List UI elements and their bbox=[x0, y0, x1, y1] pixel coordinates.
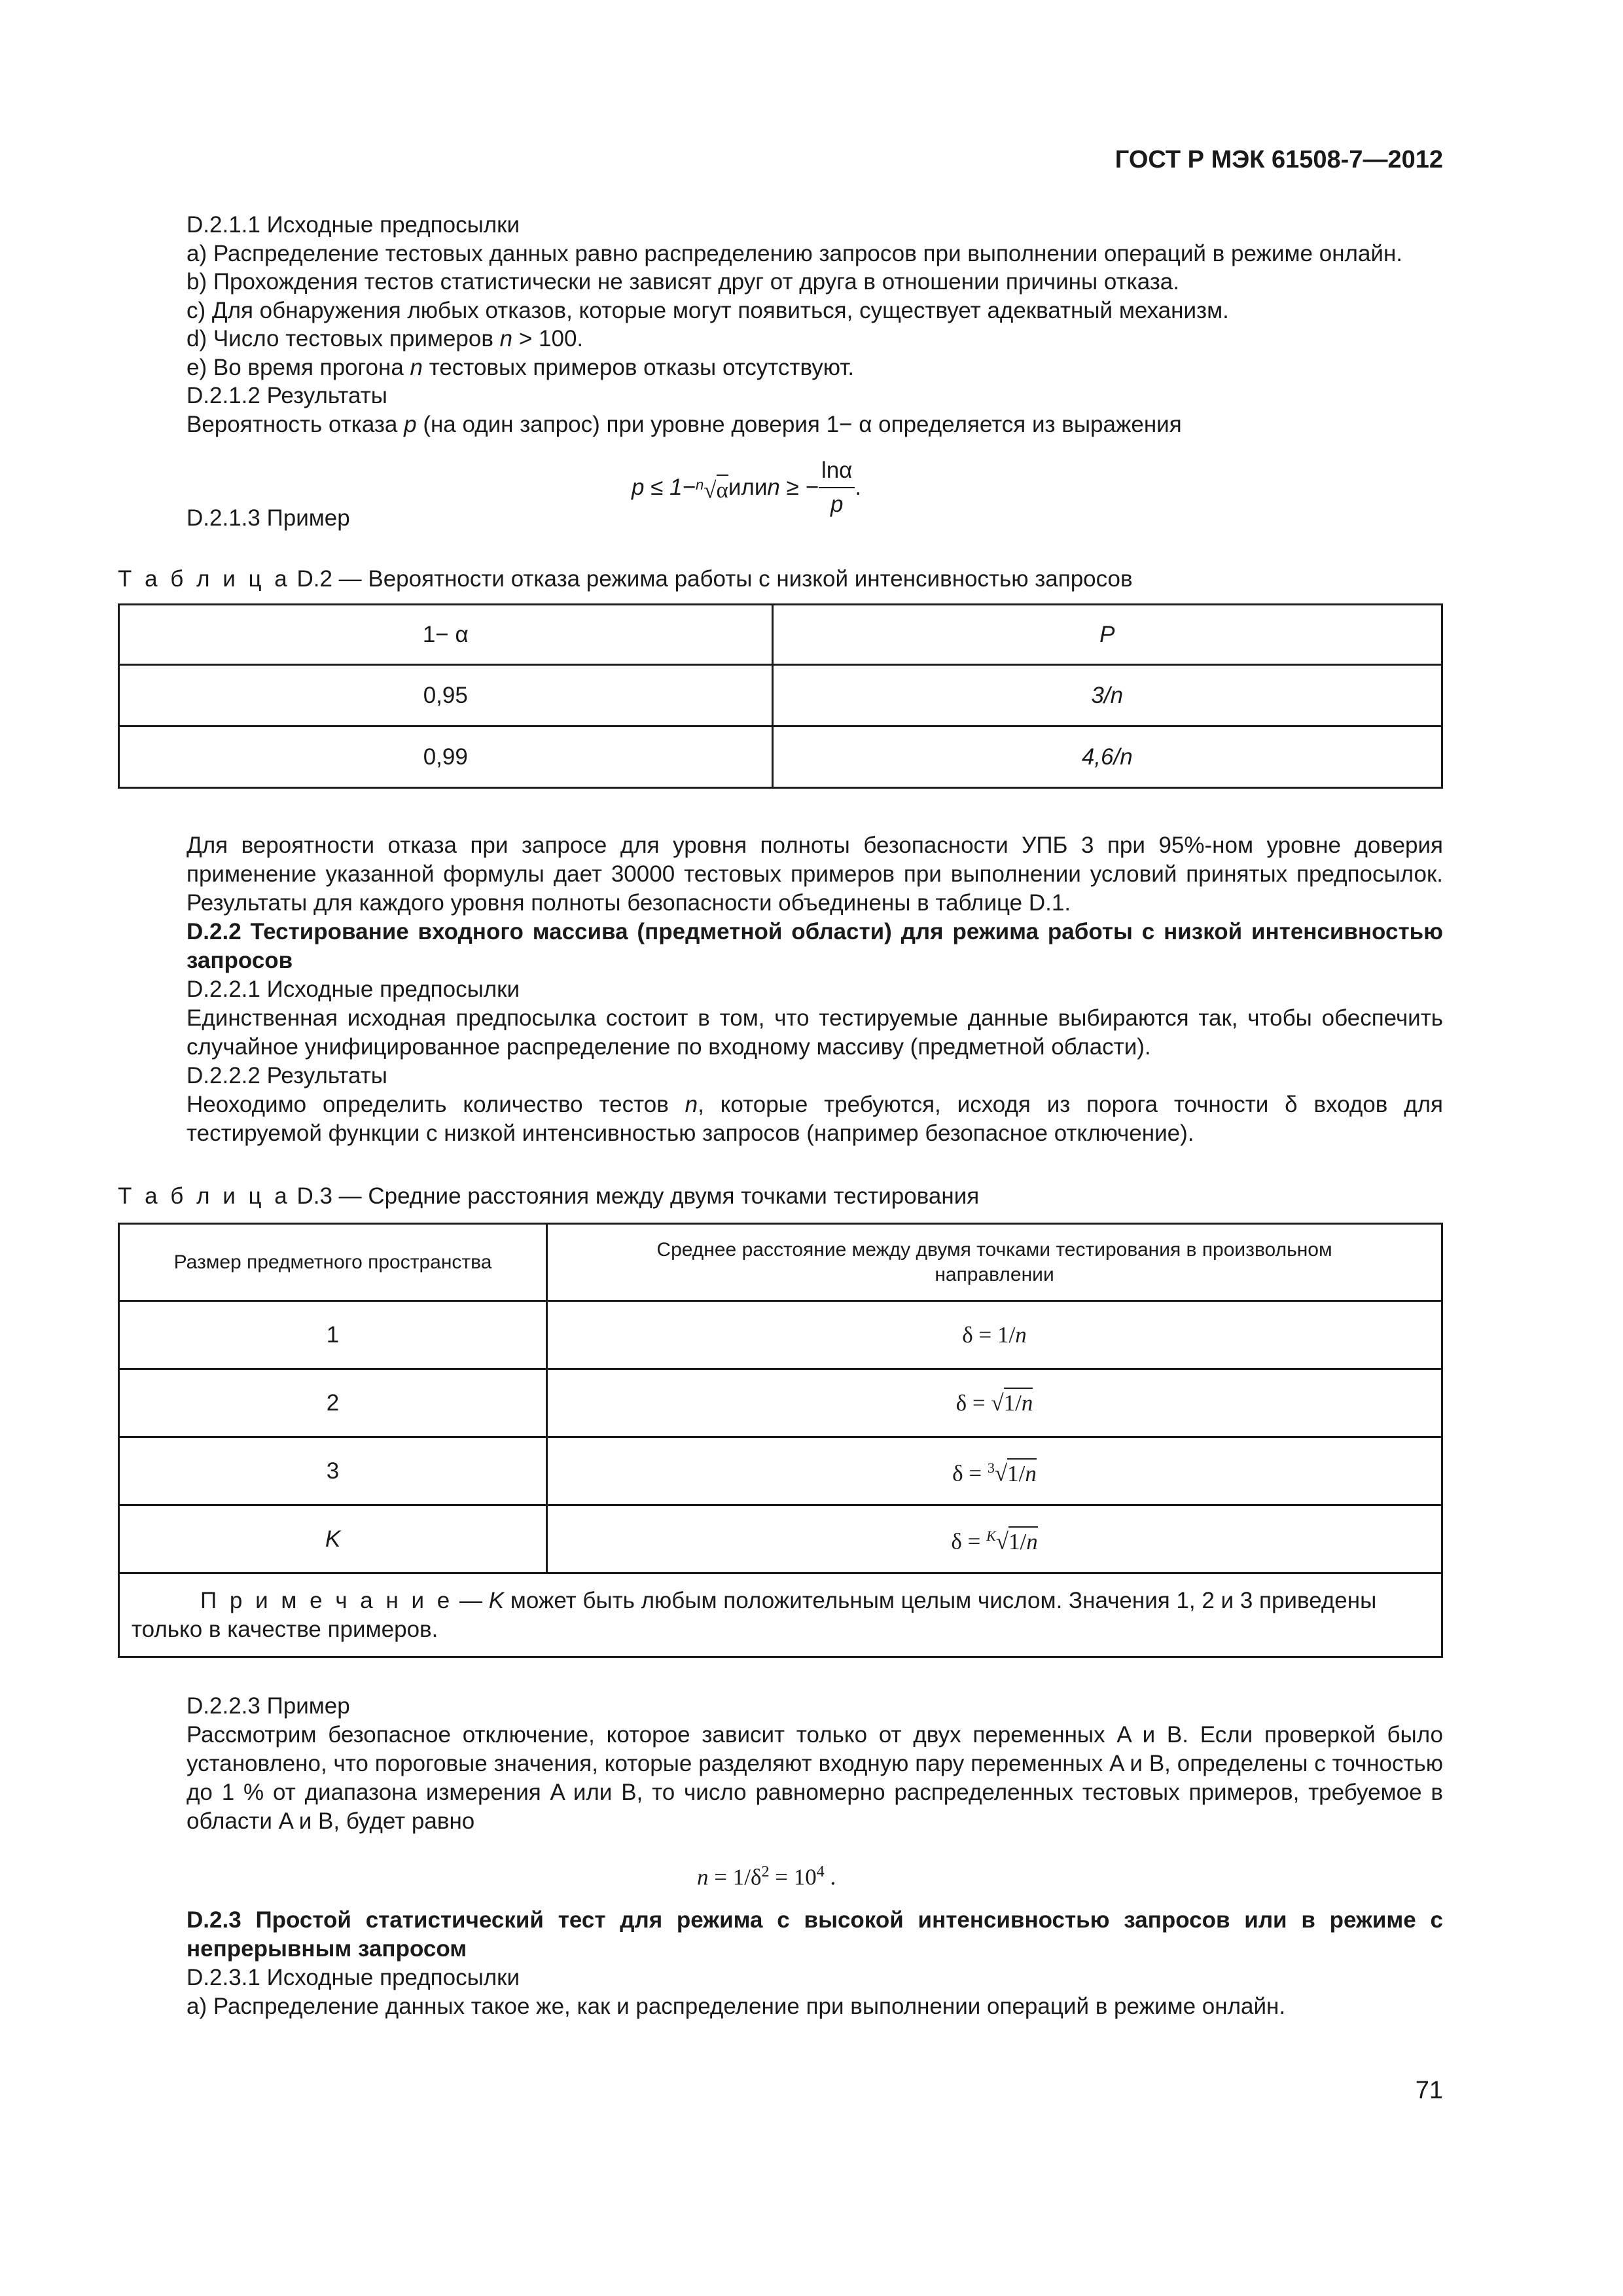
table-d2-caption bbox=[118, 565, 1443, 594]
note-text: может быть любым положительным целым числом. Значения 1, 2 и 3 приведены только в качестве примеров. bbox=[132, 1587, 1377, 1642]
table-cell: 3/n bbox=[772, 665, 1442, 726]
table-row bbox=[119, 1369, 1442, 1437]
table-note-row bbox=[119, 1573, 1442, 1657]
table-header-cell: P bbox=[772, 605, 1442, 665]
table-d3 bbox=[118, 1223, 1443, 1658]
list-item-b: b) Прохождения тестов статистически не зависят друг от друга в отношении причины отказа. bbox=[187, 269, 1179, 295]
note-label: П р и м е ч а н и е bbox=[200, 1587, 454, 1613]
list-item-d-rest: > 100. bbox=[512, 326, 584, 351]
section-heading-d22: D.2.2 Тестирование входного массива (предметной области) для режима работы с низкой интенсивностью запросов bbox=[187, 919, 1443, 973]
list-item-e bbox=[118, 353, 1443, 382]
table-row bbox=[119, 1505, 1442, 1573]
caption-label: Т а б л и ц а bbox=[118, 566, 291, 592]
probability-sentence bbox=[118, 410, 1443, 439]
formula-n: n ≥ − bbox=[767, 475, 819, 500]
table-header-cell: Среднее расстояние между двумя точками тестирования в произвольном направлении bbox=[547, 1224, 1442, 1301]
distance-formula: δ = $^K$√1/n bbox=[547, 1505, 1442, 1573]
results-post: , которые требуются, исходя из порога точности δ входов для тестируемой функции с низкой интенсивностью запросов (например безопасное отключение). bbox=[187, 1092, 1443, 1146]
fraction-numerator: lnα bbox=[819, 454, 855, 488]
table-row bbox=[119, 665, 1442, 726]
probability-pre: Вероятность отказа bbox=[187, 412, 404, 437]
results-pre: Неоходимо определить количество тестов bbox=[187, 1092, 685, 1117]
list-item-a-data: a) Распределение данных такое же, как и распределение при выполнении операций в режиме онлайн. bbox=[187, 1994, 1286, 2019]
paragraph-sil3: Для вероятности отказа при запросе для уровня полноты безопасности УПБ 3 при 95%-ном уровне доверия применение указанной формулы дает 30000 тестовых примеров при выполнении условий принятых предпосылок. Результаты для каждого уровня полноты безопасности объединены в таблице D.1. bbox=[187, 833, 1443, 916]
section-heading-d211: D.2.1.1 Исходные предпосылки bbox=[187, 212, 520, 238]
table-header-row bbox=[119, 605, 1442, 665]
table-note bbox=[119, 1573, 1442, 1657]
caption-label: Т а б л и ц а bbox=[118, 1183, 291, 1209]
nth-root: $^n$√α bbox=[696, 471, 728, 505]
tests-count-formula: $n = 1/\delta^2 = 10^4$ . bbox=[697, 1863, 836, 1890]
section-heading-d221: D.2.2.1 Исходные предпосылки bbox=[187, 977, 520, 1002]
root-body: α bbox=[717, 475, 728, 503]
list-item-e-pre: e) Во время прогона bbox=[187, 355, 410, 380]
var-n: n bbox=[410, 355, 423, 380]
formula-left: p ≤ 1− bbox=[632, 475, 696, 500]
table-row bbox=[119, 726, 1442, 788]
table-cell: 4,6/n bbox=[772, 726, 1442, 788]
table-row bbox=[119, 1437, 1442, 1505]
root-index: n bbox=[696, 476, 704, 493]
distance-formula: δ = 1/n bbox=[547, 1301, 1442, 1369]
table-cell: 2 bbox=[119, 1369, 547, 1437]
distance-formula: δ = √1/n bbox=[547, 1369, 1442, 1437]
table-cell: K bbox=[119, 1505, 547, 1573]
formula-end: . bbox=[855, 475, 862, 500]
var-k: K bbox=[488, 1587, 505, 1613]
table-row bbox=[119, 1301, 1442, 1369]
table-header-row bbox=[119, 1224, 1442, 1301]
section-heading-d222: D.2.2.2 Результаты bbox=[187, 1063, 387, 1088]
section-heading-d231: D.2.3.1 Исходные предпосылки bbox=[187, 1965, 520, 1990]
list-item-d-text: d) Число тестовых примеров bbox=[187, 326, 500, 351]
distance-formula: δ = $^3$√1/n bbox=[547, 1437, 1442, 1505]
caption-text: D.3 — Средние расстояния между двумя точками тестирования bbox=[290, 1183, 980, 1209]
paragraph-example: Рассмотрим безопасное отключение, которое зависит только от двух переменных A и B. Если проверкой было установлено, что пороговые значения, которые разделяют входную пару переменных A и B, определены с точностью до 1 % от диапазона измерения A или B, то число равномерно распределенных тестовых примеров, требуемое в области A и B, будет равно bbox=[187, 1722, 1443, 1834]
list-item-a: a) Распределение тестовых данных равно распределению запросов при выполнении операций в режиме онлайн. bbox=[187, 241, 1403, 266]
section-heading-d23: D.2.3 Простой статистический тест для режима с высокой интенсивностью запросов или в режиме с непрерывным запросом bbox=[187, 1907, 1443, 1962]
table-header-cell: Размер предметного пространства bbox=[119, 1224, 547, 1301]
table-cell: 1 bbox=[119, 1301, 547, 1369]
fraction-denominator: p bbox=[830, 492, 844, 517]
list-item-c: c) Для обнаружения любых отказов, которые могут появиться, существует адекватный механизм. bbox=[187, 298, 1229, 323]
note-dash: — bbox=[453, 1587, 489, 1613]
paragraph-premise: Единственная исходная предпосылка состоит в том, что тестируемые данные выбираются так, чтобы обеспечить случайное унифицированное распределение по входному массиву (предметной области). bbox=[187, 1005, 1443, 1060]
var-n: n bbox=[685, 1092, 698, 1117]
document-standard-header: ГОСТ Р МЭК 61508-7—2012 bbox=[1115, 146, 1443, 173]
section-heading-d223: D.2.2.3 Пример bbox=[187, 1693, 350, 1719]
table-d3-caption bbox=[118, 1182, 1443, 1211]
probability-mid: (на один запрос) при уровне доверия 1− α определяется из выражения bbox=[416, 412, 1182, 437]
list-item-d bbox=[118, 325, 1443, 353]
var-p: p bbox=[404, 412, 417, 437]
page-number: 71 bbox=[1415, 2077, 1443, 2104]
table-cell: 0,95 bbox=[119, 665, 773, 726]
section-heading-d212: D.2.1.2 Результаты bbox=[187, 383, 387, 408]
table-cell: 0,99 bbox=[119, 726, 773, 788]
list-item-e-post: тестовых примеров отказы отсутствуют. bbox=[422, 355, 855, 380]
caption-text: D.2 — Вероятности отказа режима работы с низкой интенсивностью запросов bbox=[290, 566, 1133, 592]
table-header-cell: 1− α bbox=[119, 605, 773, 665]
paragraph-results bbox=[118, 1090, 1443, 1148]
var-n: n bbox=[499, 326, 513, 351]
table-d2 bbox=[118, 603, 1443, 789]
formula-or: или bbox=[728, 475, 768, 500]
table-cell: 3 bbox=[119, 1437, 547, 1505]
section-heading-d213: D.2.1.3 Пример bbox=[187, 505, 350, 531]
